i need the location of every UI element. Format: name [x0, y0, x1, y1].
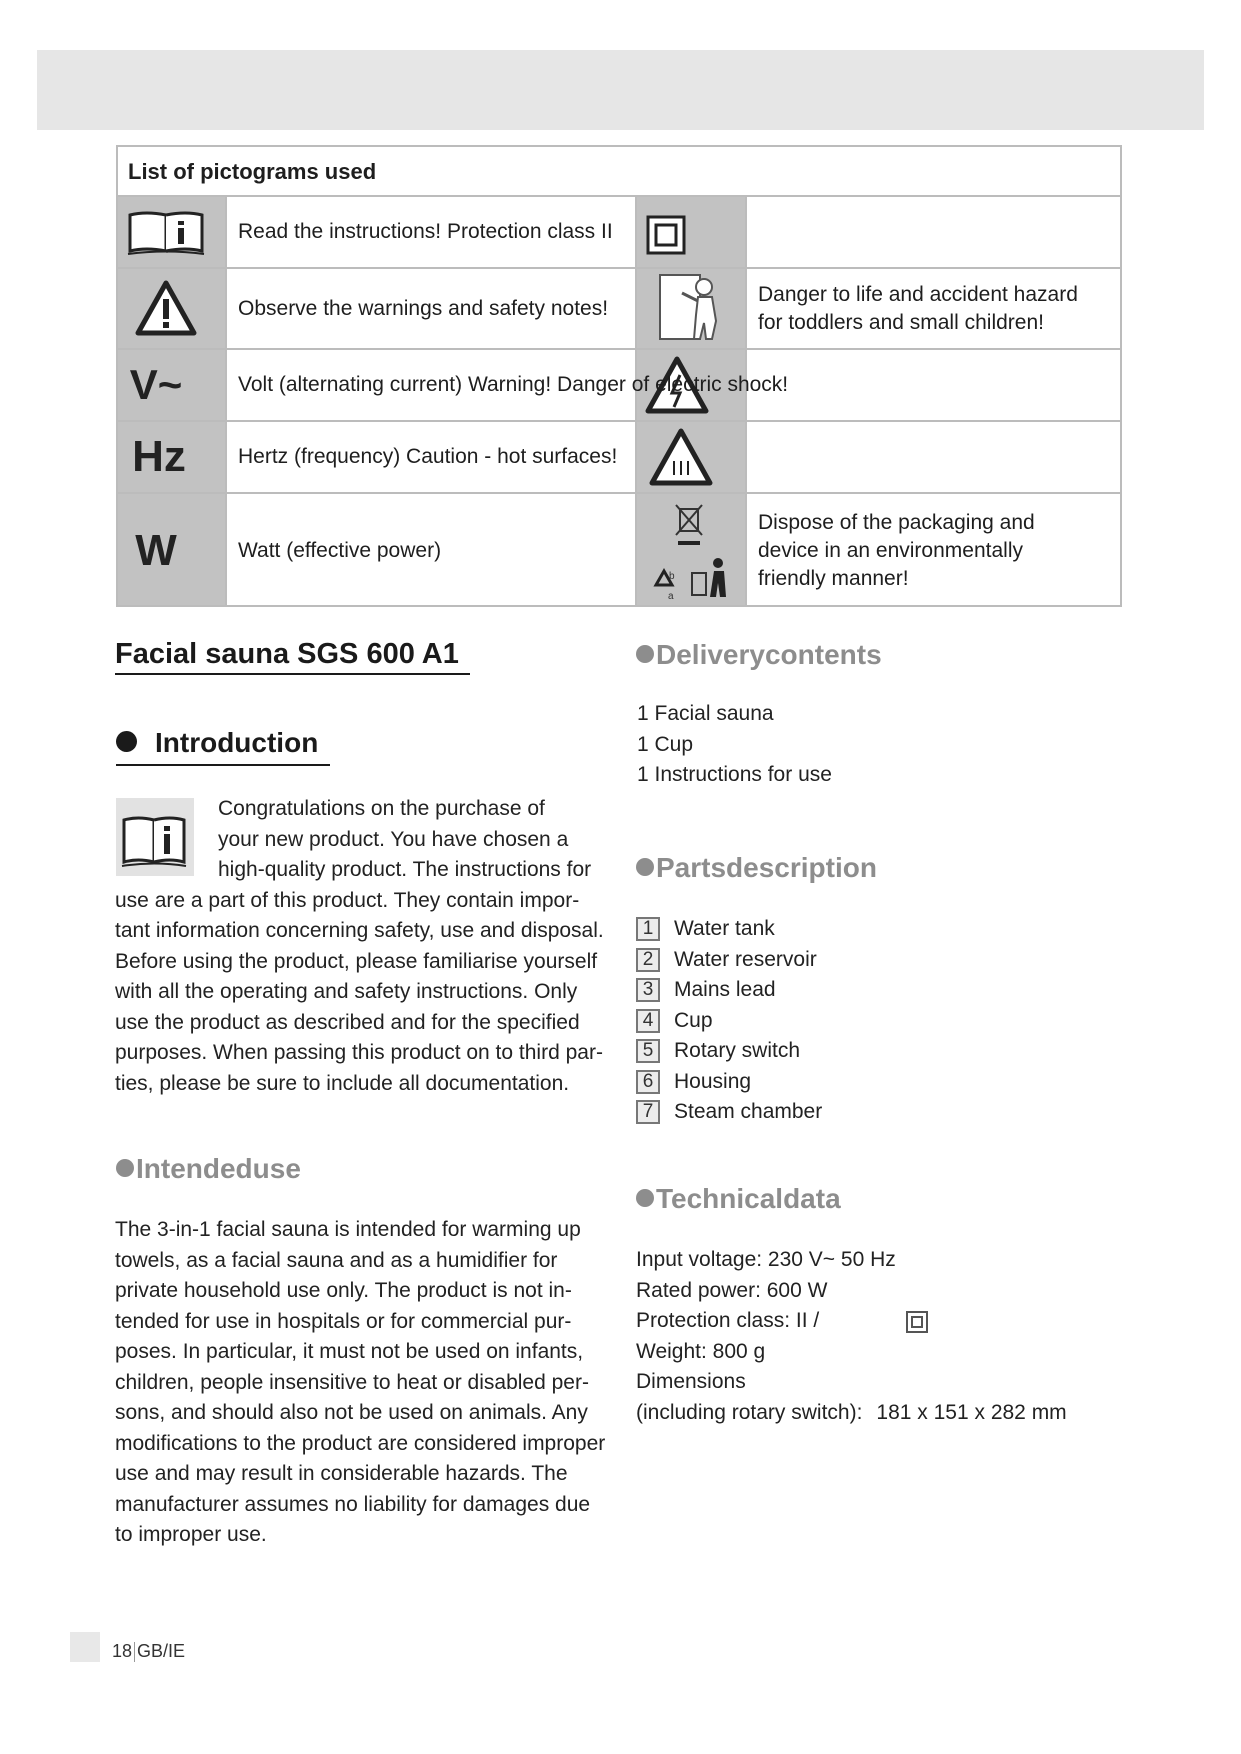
hot-surface-icon — [646, 425, 716, 489]
parts-description-heading: Partsdescription — [636, 852, 877, 884]
intended-use-heading: Intendeduse — [116, 1153, 301, 1185]
pictogram-read-instructions-text: Read the instructions! Protection class II — [238, 220, 613, 243]
header-band — [37, 50, 1204, 130]
dimensions-row: (including rotary switch): 181 x 151 x 282 mm — [636, 1400, 1067, 1424]
pictogram-hertz-text: Hertz (frequency) Caution - hot surfaces! — [238, 445, 618, 468]
bullet-icon — [636, 858, 654, 876]
page-number: 18 — [112, 1641, 133, 1661]
recycling-disposal-icon — [642, 497, 742, 605]
input-voltage: Input voltage: 230 V~ 50 Hz — [636, 1248, 896, 1271]
page-footer — [112, 1641, 185, 1662]
delivery-contents-list — [637, 702, 832, 794]
technical-data-heading: Technicaldata — [636, 1183, 841, 1215]
product-title: Facial sauna SGS 600 A1 — [115, 638, 459, 670]
book-info-icon — [126, 207, 216, 259]
pictogram-observe-warnings-text: Observe the warnings and safety notes! — [238, 296, 609, 320]
product-title-underline — [115, 673, 470, 675]
list-item: 5 Rotary switch — [636, 1036, 822, 1067]
footer-marker — [70, 1632, 100, 1662]
warning-triangle-icon — [126, 277, 216, 339]
recycle-a-label: a — [668, 591, 674, 602]
watt-symbol: W — [135, 525, 177, 575]
delivery-contents-heading: Deliverycontents — [636, 639, 882, 671]
region-code: GB/IE — [137, 1641, 186, 1661]
list-item: 1 Instructions for use — [637, 763, 832, 786]
pictogram-dispose-text: Dispose of the packaging and device in an environmentally friendly manner! — [758, 510, 1035, 590]
child-hazard-icon — [642, 271, 742, 345]
volt-symbol: V~ — [129, 361, 183, 408]
recycle-b-label: b — [669, 571, 675, 582]
bullet-icon — [116, 1159, 134, 1177]
bullet-icon — [116, 731, 137, 752]
list-item: 7 Steam chamber — [636, 1097, 822, 1128]
pictogram-volt-text: Volt (alternating current) Warning! Danger of electric shock! — [238, 373, 789, 396]
list-item: 6 Housing — [636, 1067, 822, 1098]
hertz-symbol: Hz — [132, 432, 186, 481]
list-item: 1 Cup — [637, 732, 694, 756]
dimensions-label: Dimensions — [636, 1370, 746, 1393]
protection-class-ii-icon — [906, 1311, 928, 1333]
list-item: 3 Mains lead — [636, 975, 822, 1006]
pictogram-danger-children-text: Danger to life and accident hazard for toddlers and small children! — [758, 282, 1078, 334]
pictogram-table-title: List of pictograms used — [128, 159, 377, 184]
parts-list — [636, 914, 822, 1128]
pictogram-table — [116, 145, 1122, 607]
list-item: 1 Facial sauna — [637, 702, 774, 725]
protection-class: Protection class: II / — [636, 1309, 820, 1332]
intended-use-text: The 3-in-1 facial sauna is intended for warming up towels, as a facial sauna and as a humidifier for private household use only. The product is not in- tended for use in hospitals or for commercial pur- poses. In particular, it must not be used on infants, children, people insensitive to heat or disabled per- sons, and should also not be used on animals. Any modifications to the product are considered improper use and may result in considerable hazards. The manufacturer assumes no liability for damages due to improper use. — [115, 1218, 606, 1546]
weight: Weight: 800 g — [636, 1339, 766, 1363]
introduction-heading: Introduction — [116, 727, 318, 759]
rated-power: Rated power: 600 W — [636, 1278, 828, 1302]
pictogram-watt-text: Watt (effective power) — [238, 538, 442, 562]
list-item: 4 Cup — [636, 1006, 822, 1037]
introduction-text: Congratulations on the purchase of your new product. You have chosen a high-quality product. The instructions for use are a part of this product. They contain impor- tant information concerning safety, use and disposal. Before using the product, please familiarise yourself with all the operating and safety instructions. Only use the product as described and for the specified purposes. When passing this product on to third par- ties, please be sure to include all documentation. — [115, 797, 604, 1095]
bullet-icon — [636, 645, 654, 663]
list-item: 1 Water tank — [636, 914, 822, 945]
introduction-underline — [116, 764, 330, 766]
list-item: 2 Water reservoir — [636, 945, 822, 976]
protection-class-ii-icon — [646, 215, 686, 255]
technical-data-list — [636, 1248, 1067, 1431]
bullet-icon — [636, 1189, 654, 1207]
